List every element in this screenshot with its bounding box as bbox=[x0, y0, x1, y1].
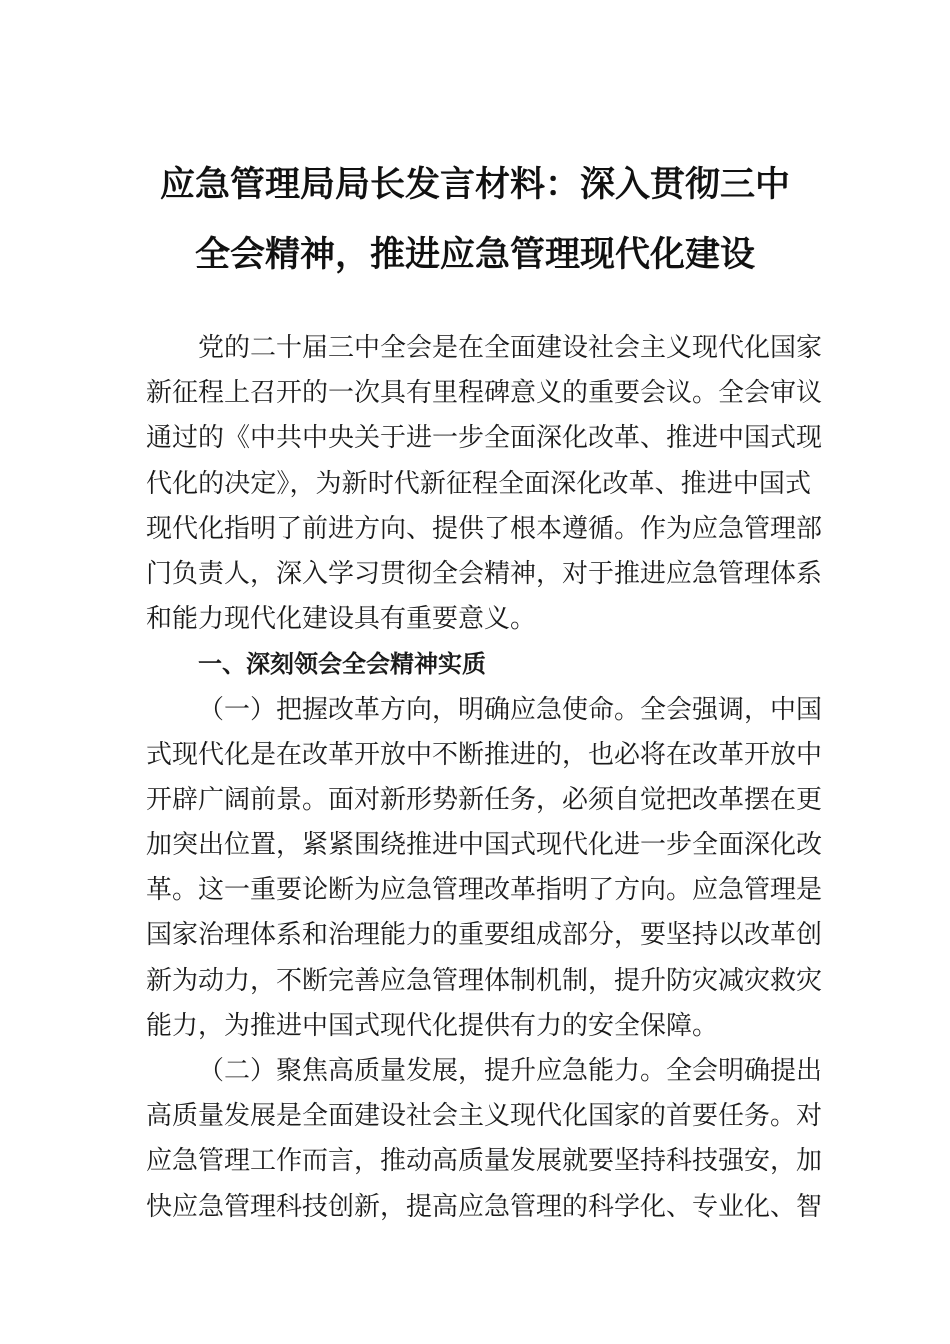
title-line-2: 全会精神，推进应急管理现代化建设 bbox=[194, 234, 755, 275]
paragraph-2-line: （一）把握改革方向，明确应急使命。全会强调，中国 bbox=[198, 694, 823, 725]
document-body bbox=[146, 326, 823, 1230]
paragraph-3-line: 快应急管理科技创新，提高应急管理的科学化、专业化、智 bbox=[146, 1191, 823, 1222]
paragraph-1-line: 新征程上召开的一次具有里程碑意义的重要会议。全会审议 bbox=[146, 378, 823, 409]
paragraph-3-line: 应急管理工作而言，推动高质量发展就要坚持科技强安，加 bbox=[146, 1146, 823, 1177]
paragraph-1-line: 通过的《中共中央关于进一步全面深化改革、推进中国式现 bbox=[146, 423, 823, 454]
paragraph-2-line: 国家治理体系和治理能力的重要组成部分，要坚持以改革创 bbox=[146, 920, 823, 951]
paragraph-2-line: 式现代化是在改革开放中不断推进的，也必将在改革开放中 bbox=[146, 739, 823, 770]
paragraph-1-line: 门负责人，深入学习贯彻全会精神，对于推进应急管理体系 bbox=[146, 558, 823, 589]
paragraph-2-line: 加突出位置，紧紧围绕推进中国式现代化进一步全面深化改 bbox=[146, 830, 823, 861]
paragraph-1-line: 和能力现代化建设具有重要意义。 bbox=[146, 604, 537, 635]
document-title bbox=[100, 150, 850, 290]
paragraph-2-line: 革。这一重要论断为应急管理改革指明了方向。应急管理是 bbox=[146, 875, 823, 906]
section-heading: 一、深刻领会全会精神实质 bbox=[198, 650, 486, 679]
paragraph-1-line: 党的二十届三中全会是在全面建设社会主义现代化国家 bbox=[198, 333, 823, 363]
paragraph-2-line: 开辟广阔前景。面对新形势新任务，必须自觉把改革摆在更 bbox=[146, 784, 823, 815]
title-line-1: 应急管理局局长发言材料：深入贯彻三中 bbox=[159, 164, 790, 205]
paragraph-3-line: （二）聚焦高质量发展，提升应急能力。全会明确提出 bbox=[198, 1056, 823, 1086]
paragraph-1-line: 现代化指明了前进方向、提供了根本遵循。作为应急管理部 bbox=[146, 513, 823, 544]
paragraph-2-line: 新为动力，不断完善应急管理体制机制，提升防灾减灾救灾 bbox=[146, 965, 823, 996]
paragraph-3-line: 高质量发展是全面建设社会主义现代化国家的首要任务。对 bbox=[146, 1101, 823, 1132]
paragraph-1-line: 代化的决定》，为新时代新征程全面深化改革、推进中国式 bbox=[146, 468, 811, 499]
paragraph-2-line: 能力，为推进中国式现代化提供有力的安全保障。 bbox=[146, 1010, 719, 1041]
